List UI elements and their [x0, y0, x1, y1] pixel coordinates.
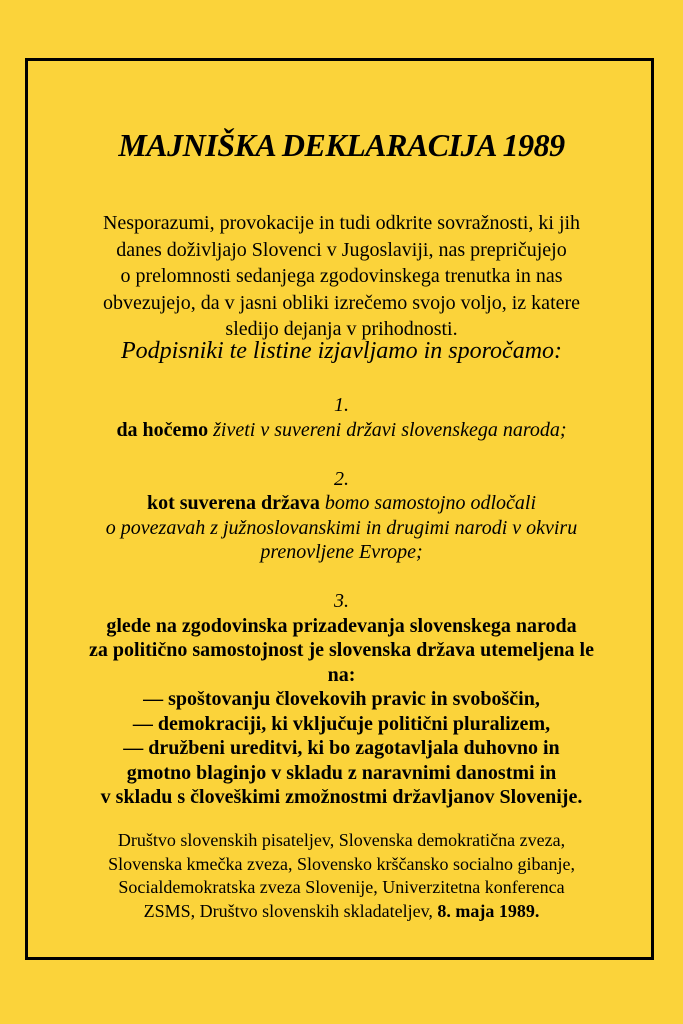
point-1-number: 1.: [334, 394, 349, 416]
point-1-italic: živeti v suvereni državi slovenskega naroda;: [213, 418, 567, 441]
point-3-line: gmotno blaginjo v skladu z naravnimi danostmi in: [126, 761, 557, 784]
point-3-line: — spoštovanju človekovih pravic in svoboščin,: [143, 688, 540, 710]
signatories-line: Socialdemokratska zveza Slovenije, Univerzitetna konferenca: [118, 877, 565, 897]
point-2-number: 2.: [334, 467, 349, 490]
point-3-line: za politično samostojnost je slovenska država utemeljena le: [89, 639, 594, 661]
signatories-line: Društvo slovenskih pisateljev, Slovenska demokratična zveza,: [117, 830, 566, 850]
point-1-bold: da hočemo: [116, 418, 209, 441]
pledge-statement: Podpisniki te listine izjavljamo in sporočamo:: [120, 338, 563, 364]
point-2-bold: kot suverena država: [146, 492, 320, 514]
signatories-last-line: [0, 900, 683, 924]
point-3-line: — demokraciji, ki vključuje politični pluralizem,: [132, 712, 551, 735]
intro-line: sledijo dejanja v prihodnosti.: [225, 318, 458, 340]
point-3: [0, 589, 683, 810]
point-3-line: na:: [327, 663, 356, 686]
point-3-line: — družbeni ureditvi, ki bo zagotavljala duhovno in: [123, 737, 560, 759]
point-3-line: v skladu s človeškimi zmožnostmi državljanov Slovenije.: [100, 786, 583, 808]
intro-paragraph: [0, 210, 683, 343]
point-2-italic: bomo samostojno odločali: [324, 492, 537, 514]
point-2-line: prenovljene Evrope;: [260, 541, 423, 563]
declaration-title: MAJNIŠKA DEKLARACIJA 1989: [118, 127, 565, 163]
intro-line: Nesporazumi, provokacije in tudi odkrite sovražnosti, ki jih: [102, 212, 581, 234]
signatories: [0, 829, 683, 923]
declaration-date: 8. maja 1989.: [437, 900, 540, 921]
signatories-text: ZSMS, Društvo slovenskih skladateljev,: [143, 900, 433, 921]
point-2-text: [0, 491, 683, 516]
intro-line: danes doživljajo Slovenci v Jugoslaviji, nas prepričujejo: [116, 238, 567, 261]
declaration-points: [0, 393, 683, 810]
intro-line: obvezujejo, da v jasni obliki izrečemo svojo voljo, iz katere: [102, 291, 581, 314]
point-3-number: 3.: [334, 590, 349, 612]
point-2-line: o povezavah z južnoslovanskimi in drugimi narodi v okviru: [105, 516, 578, 539]
point-3-line: glede na zgodovinska prizadevanja slovenskega naroda: [106, 614, 577, 637]
point-1-text: [0, 418, 683, 443]
signatories-line: Slovenska kmečka zveza, Slovensko krščansko socialno gibanje,: [108, 853, 575, 874]
intro-line: o prelomnosti sedanjega zgodovinskega trenutka in nas: [120, 265, 563, 287]
